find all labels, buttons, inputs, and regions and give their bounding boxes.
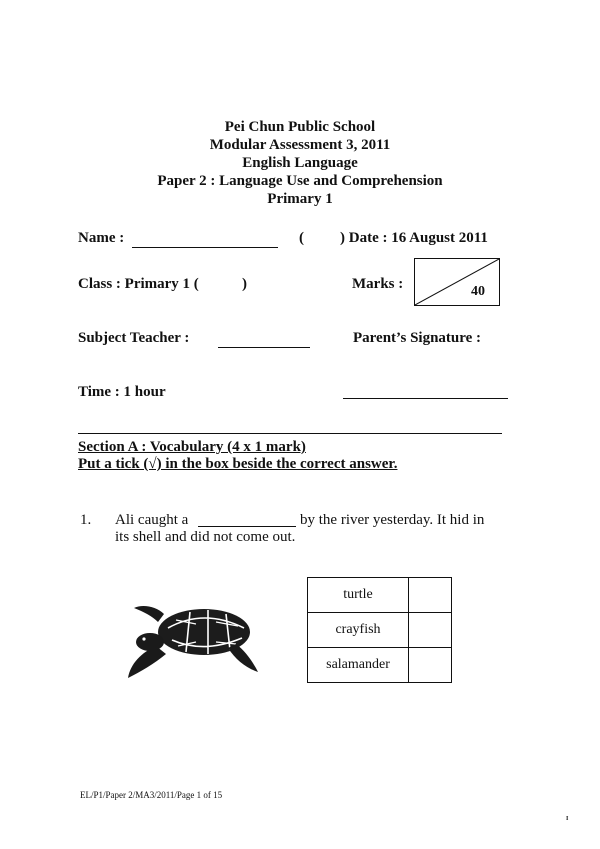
school-name: Pei Chun Public School [224,119,376,135]
marks-box[interactable] [414,258,500,306]
marks-diagonal [415,259,499,305]
class-bracket-close: ) [242,276,247,292]
option-label: salamander [308,648,409,683]
register-bracket-open: ( [299,230,304,246]
assessment-title: Modular Assessment 3, 2011 [209,137,391,153]
time-label: Time : 1 hour [78,384,166,400]
paper-title: Paper 2 : Language Use and Comprehension [157,173,443,189]
question-number: 1. [80,512,92,528]
name-label: Name : [78,230,125,246]
marks-label: Marks : [352,276,404,292]
section-title: Section A : Vocabulary (4 x 1 mark) [78,439,306,455]
question-text-after: by the river yesterday. It hid in [300,512,485,528]
date-text: ) Date : 16 August 2011 [340,230,488,246]
option-row-turtle [308,578,452,613]
section-instruction: Put a tick (√) in the box beside the correct answer. [78,456,398,472]
tick-box-turtle[interactable] [409,578,452,613]
subject-teacher-label: Subject Teacher : [78,330,190,346]
turtle-illustration [120,602,260,684]
question-text-line2: its shell and did not come out. [115,529,296,545]
question-text-before: Ali caught a [115,512,189,528]
option-label: crayfish [308,613,409,648]
answer-options-table [307,577,452,683]
marks-total: 40 [471,284,485,299]
tick-box-crayfish[interactable] [409,613,452,648]
option-label: turtle [308,578,409,613]
name-field[interactable] [132,247,278,248]
section-divider [78,433,502,434]
corner-mark: I [566,816,569,822]
tick-box-salamander[interactable] [409,648,452,683]
parent-signature-field[interactable] [343,398,508,399]
page-footer-code: EL/P1/Paper 2/MA3/2011/Page 1 of 15 [80,790,223,800]
class-label: Class : Primary 1 ( [78,276,199,292]
subject-teacher-field[interactable] [218,347,310,348]
option-row-crayfish [308,613,452,648]
level-title: Primary 1 [267,191,333,207]
subject-title: English Language [242,155,358,171]
document-header [0,118,600,208]
option-row-salamander [308,648,452,683]
parent-signature-label: Parent’s Signature : [353,330,482,346]
